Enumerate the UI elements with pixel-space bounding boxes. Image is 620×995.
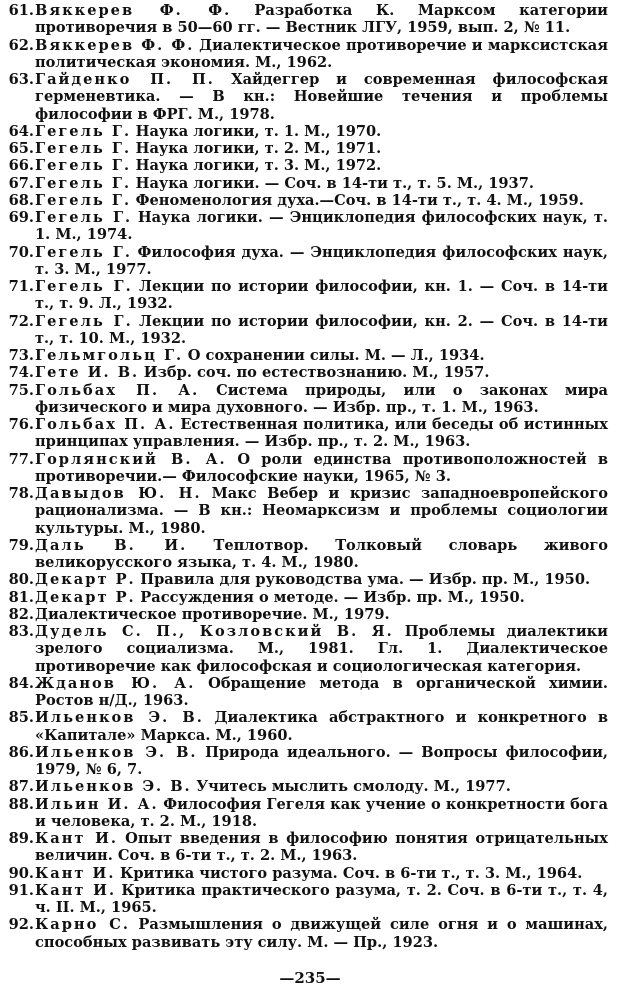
reference-item: [8, 916, 608, 951]
reference-text: Критика практического разума, т. 2. Соч. в 6-ти т., т. 4, ч. II. М., 1965.: [35, 881, 608, 916]
reference-number: 69.: [8, 209, 34, 226]
reference-number: 77.: [8, 450, 34, 468]
reference-text: Феноменология духа.—Соч. в 14-ти т., т. 4. М., 1959.: [135, 191, 584, 209]
reference-text: Опыт введения в философию понятия отрицательных величин. Соч. в 6-ти т., т. 2. М., 1963.: [35, 830, 608, 865]
reference-item: [8, 744, 608, 779]
reference-author: Гегель Г.: [35, 140, 132, 157]
reference-text: О сохранении силы. М. — Л., 1934.: [187, 347, 485, 364]
reference-text: Философия духа. — Энциклопедия философских наук, т. 3. М., 1977.: [35, 243, 608, 278]
reference-item: [8, 675, 608, 710]
reference-author: Гольбах П. А.: [35, 416, 176, 433]
reference-item: [8, 140, 608, 157]
reference-item: [8, 37, 608, 72]
reference-author: Гольбах П. А.: [35, 381, 200, 399]
reference-author: Гегель Г.: [35, 157, 132, 175]
reference-text: Рассуждения о методе. — Избр. пр. М., 1950.: [140, 588, 525, 606]
reference-author: Гегель Г.: [35, 243, 132, 261]
reference-author: Гегель Г.: [35, 312, 133, 330]
reference-number: 67.: [8, 174, 34, 192]
reference-author: Даль В. И.: [35, 536, 188, 554]
reference-text: Лекции по истории философии, кн. 2. — Соч. в 14-ти т., т. 10. М., 1932.: [35, 312, 608, 347]
reference-item: [8, 278, 608, 313]
reference-item: [8, 537, 608, 572]
reference-item: [8, 416, 608, 451]
reference-author: Ильенков Э. В.: [35, 709, 204, 727]
reference-item: [8, 157, 608, 174]
reference-text: Лекции по истории философии, кн. 1. — Соч. в 14-ти т., т. 9. Л., 1932.: [35, 278, 608, 313]
reference-number: 86.: [8, 743, 34, 761]
reference-item: [8, 313, 608, 348]
reference-item: [8, 192, 608, 209]
reference-item: [8, 382, 608, 417]
reference-author: Ильенков Э. В.: [35, 743, 198, 761]
reference-author: Кант И.: [35, 830, 118, 847]
reference-text: Разработка К. Марксом категории противоречия в 50—60 гг. — Вестник ЛГУ, 1959, вып. 2, № 11.: [35, 2, 609, 37]
reference-text: Хайдеггер и современная философская герменевтика. — В кн.: Новейшие течения и проблемы философии в ФРГ. М., 1978.: [35, 71, 609, 123]
reference-author: Карно С.: [35, 916, 130, 934]
reference-author: Кант И.: [35, 864, 116, 882]
reference-author: Ильин И. А.: [35, 795, 159, 813]
reference-author: Гегель Г.: [35, 191, 132, 209]
reference-item: [8, 830, 608, 865]
reference-item: [8, 882, 608, 917]
reference-author: Давыдов Ю. Н.: [35, 485, 202, 502]
reference-text: Наука логики. — Энциклопедия философских наук, т. 1. М., 1974.: [35, 209, 608, 244]
reference-item: [8, 589, 608, 606]
reference-item: [8, 571, 608, 588]
reference-author: Гельмгольц Г.: [35, 347, 184, 364]
reference-text: Естественная политика, или беседы об истинных принципах управления. — Избр. пр., т. 2. М., 1963.: [35, 416, 609, 451]
reference-text: Обращение метода в органической химии. Ростов н/Д., 1963.: [35, 674, 608, 709]
reference-text: Наука логики, т. 2. М., 1971.: [135, 140, 382, 157]
reference-item: [8, 796, 608, 831]
reference-text: Диалектика абстрактного и конкретного в «Капитале» Маркса. М., 1960.: [35, 709, 608, 744]
reference-item: [8, 123, 608, 140]
reference-item: [8, 623, 608, 675]
reference-number: 80.: [8, 571, 34, 589]
reference-text: О роли единства противоположностей в противоречии.— Философские науки, 1965, № 3.: [35, 450, 609, 485]
reference-text: Наука логики, т. 3. М., 1972.: [135, 157, 382, 175]
reference-item: [8, 451, 608, 486]
reference-number: 84.: [8, 674, 34, 692]
reference-text: Система природы, или о законах мира физического и мира духовного. — Избр. пр., т. 1. М., 1963.: [35, 381, 609, 416]
reference-author: Вяккерев Ф. Ф.: [35, 2, 232, 19]
reference-text: Размышления о движущей силе огня и о машинах, способных развивать эту силу. М. — Пр., 1923.: [35, 916, 608, 951]
reference-number: 89.: [8, 830, 34, 847]
reference-number: 72.: [8, 312, 34, 330]
reference-number: 87.: [8, 778, 34, 796]
reference-author: Вяккерев Ф. Ф.: [35, 36, 195, 54]
reference-text: Проблемы диалектики зрелого социализма. М., 1981. Гл. 1. Диалектическое противоречие как философская и социологическая категория.: [35, 623, 609, 675]
reference-item: [8, 209, 608, 244]
reference-author: Дудель С. П., Козловский В. Я.: [35, 623, 394, 640]
reference-number: 91.: [8, 881, 34, 899]
reference-author: Гайденко П. П.: [35, 71, 215, 88]
reference-author: Декарт Р.: [35, 588, 136, 606]
reference-item: [8, 364, 608, 381]
reference-author: Декарт Р.: [35, 571, 136, 589]
reference-text: Макс Вебер и кризис западноевропейского рационализма. — В кн.: Неомарксизм и проблемы социологии культуры. М., 1980.: [35, 485, 609, 537]
reference-author: Гете И. В.: [35, 364, 140, 382]
reference-author: Жданов Ю. А.: [35, 674, 196, 692]
reference-item: [8, 175, 608, 192]
reference-text: Избр. соч. по естествознанию. М., 1957.: [143, 364, 490, 382]
bibliography-list: [8, 2, 608, 951]
reference-author: Гегель Г.: [35, 174, 132, 192]
reference-text: Наука логики, т. 1. М., 1970.: [135, 122, 382, 140]
reference-text: Учитесь мыслить смолоду. М., 1977.: [196, 778, 511, 796]
reference-number: 66.: [8, 157, 34, 175]
reference-number: 75.: [8, 381, 34, 399]
reference-number: 79.: [8, 536, 34, 554]
reference-item: [8, 485, 608, 537]
reference-item: [8, 778, 608, 795]
reference-item: [8, 2, 608, 37]
reference-text: Теплотвор. Толковый словарь живого великорусского языка, т. 4. М., 1980.: [35, 536, 609, 571]
reference-number: 82.: [8, 605, 34, 623]
reference-author: Гегель Г.: [35, 122, 132, 140]
reference-item: [8, 606, 608, 623]
reference-number: 83.: [8, 623, 34, 640]
reference-number: 64.: [8, 122, 34, 140]
reference-author: Гегель Г.: [35, 278, 133, 295]
reference-number: 85.: [8, 709, 34, 727]
reference-number: 78.: [8, 485, 34, 502]
reference-number: 90.: [8, 864, 34, 882]
reference-author: Гегель Г.: [35, 209, 133, 226]
reference-number: 68.: [8, 191, 34, 209]
reference-text: Диалектическое противоречие и марксистская политическая экономия. М., 1962.: [35, 36, 609, 71]
reference-number: 70.: [8, 243, 34, 261]
reference-item: [8, 71, 608, 123]
reference-text: Наука логики. — Соч. в 14-ти т., т. 5. М., 1937.: [135, 174, 534, 192]
reference-item: [8, 865, 608, 882]
reference-number: 88.: [8, 795, 34, 813]
reference-item: [8, 244, 608, 279]
reference-text: Диалектическое противоречие. М., 1979.: [35, 605, 390, 623]
reference-number: 74.: [8, 364, 34, 382]
reference-number: 63.: [8, 71, 34, 88]
reference-text: Критика чистого разума. Соч. в 6-ти т., т. 3. М., 1964.: [120, 864, 583, 882]
reference-number: 73.: [8, 347, 34, 364]
reference-text: Философия Гегеля как учение о конкретности бога и человека, т. 2. М., 1918.: [35, 795, 609, 830]
reference-author: Ильенков Э. В.: [35, 778, 192, 796]
reference-number: 76.: [8, 416, 34, 433]
reference-number: 62.: [8, 36, 34, 54]
reference-text: Правила для руководства ума. — Избр. пр. М., 1950.: [140, 571, 591, 589]
reference-item: [8, 709, 608, 744]
reference-number: 92.: [8, 916, 34, 934]
reference-author: Горлянский В. А.: [35, 450, 227, 468]
reference-text: Природа идеального. — Вопросы философии, 1979, № 6, 7.: [35, 743, 608, 778]
reference-number: 65.: [8, 140, 34, 157]
reference-number: 71.: [8, 278, 34, 295]
reference-item: [8, 347, 608, 364]
reference-number: 81.: [8, 588, 34, 606]
reference-author: Кант И.: [35, 881, 117, 899]
reference-number: 61.: [8, 2, 34, 19]
page-number: —235—: [279, 969, 341, 987]
